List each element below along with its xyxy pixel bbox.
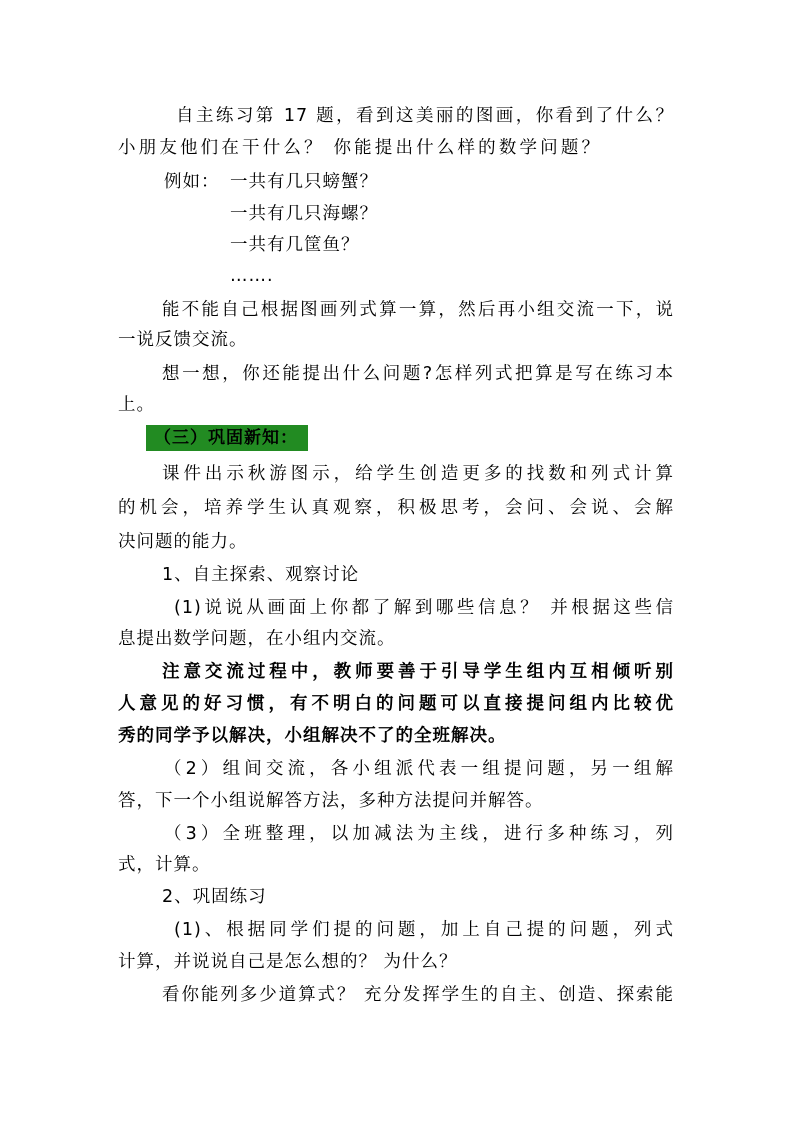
- paragraph-line: 的机会，培养学生认真观察，积极思考，会问、会说、会解: [118, 498, 674, 518]
- subheading: 1、自主探索、观察讨论: [162, 565, 360, 585]
- note-line: 注意交流过程中，教师要善于引导学生组内互相倾听别: [162, 662, 674, 682]
- paragraph-line: 自主练习第 17 题，看到这美丽的图画，你看到了什么？: [176, 106, 674, 126]
- example-item: …….: [230, 266, 274, 286]
- example-item: 一共有几只螃蟹？: [230, 172, 378, 192]
- paragraph-line: (1)、根据同学们提的问题，加上自己提的问题，列式: [174, 920, 674, 940]
- paragraph-line: 能不能自己根据图画列式算一算，然后再小组交流一下，说: [162, 300, 674, 320]
- paragraph-line: 想一想，你还能提出什么问题?怎样列式把算是写在练习本: [162, 364, 674, 384]
- section-heading-highlight: [146, 425, 308, 451]
- paragraph-line: 一说反馈交流。: [118, 330, 248, 350]
- paragraph-line: 息提出数学问题，在小组内交流。: [118, 629, 396, 649]
- section-heading: （三）巩固新知：: [154, 428, 298, 448]
- paragraph-line: 课件出示秋游图示，给学生创造更多的找数和列式计算: [162, 464, 674, 484]
- note-line: 秀的同学予以解决，小组解决不了的全班解决。: [118, 726, 507, 746]
- paragraph-line: 看你能列多少道算式？ 充分发挥学生的自主、创造、探索能: [162, 985, 674, 1005]
- example-prefix: 例如：: [164, 172, 220, 192]
- paragraph-line: 小朋友他们在干什么？ 你能提出什么样的数学问题？: [118, 138, 600, 158]
- paragraph-line: (1)说说从画面上你都了解到哪些信息？ 并根据这些信: [174, 598, 674, 618]
- paragraph-line: 式，计算。: [118, 855, 211, 875]
- note-line: 人意见的好习惯，有不明白的问题可以直接提问组内比较优: [118, 694, 674, 714]
- paragraph-line: 答，下一个小组说解答方法，多种方法提问并解答。: [118, 791, 544, 811]
- example-item: 一共有几筐鱼？: [230, 235, 360, 255]
- paragraph-line: （3）全班整理，以加减法为主线，进行多种练习，列: [164, 824, 674, 844]
- paragraph-line: 计算，并说说自己是怎么想的？ 为什么？: [118, 952, 458, 972]
- subheading: 2、巩固练习: [162, 887, 267, 907]
- paragraph-line: 决问题的能力。: [118, 532, 248, 552]
- example-item: 一共有几只海螺？: [230, 204, 378, 224]
- paragraph-line: 上。: [118, 395, 155, 415]
- paragraph-line: （2）组间交流，各小组派代表一组提问题，另一组解: [164, 759, 674, 779]
